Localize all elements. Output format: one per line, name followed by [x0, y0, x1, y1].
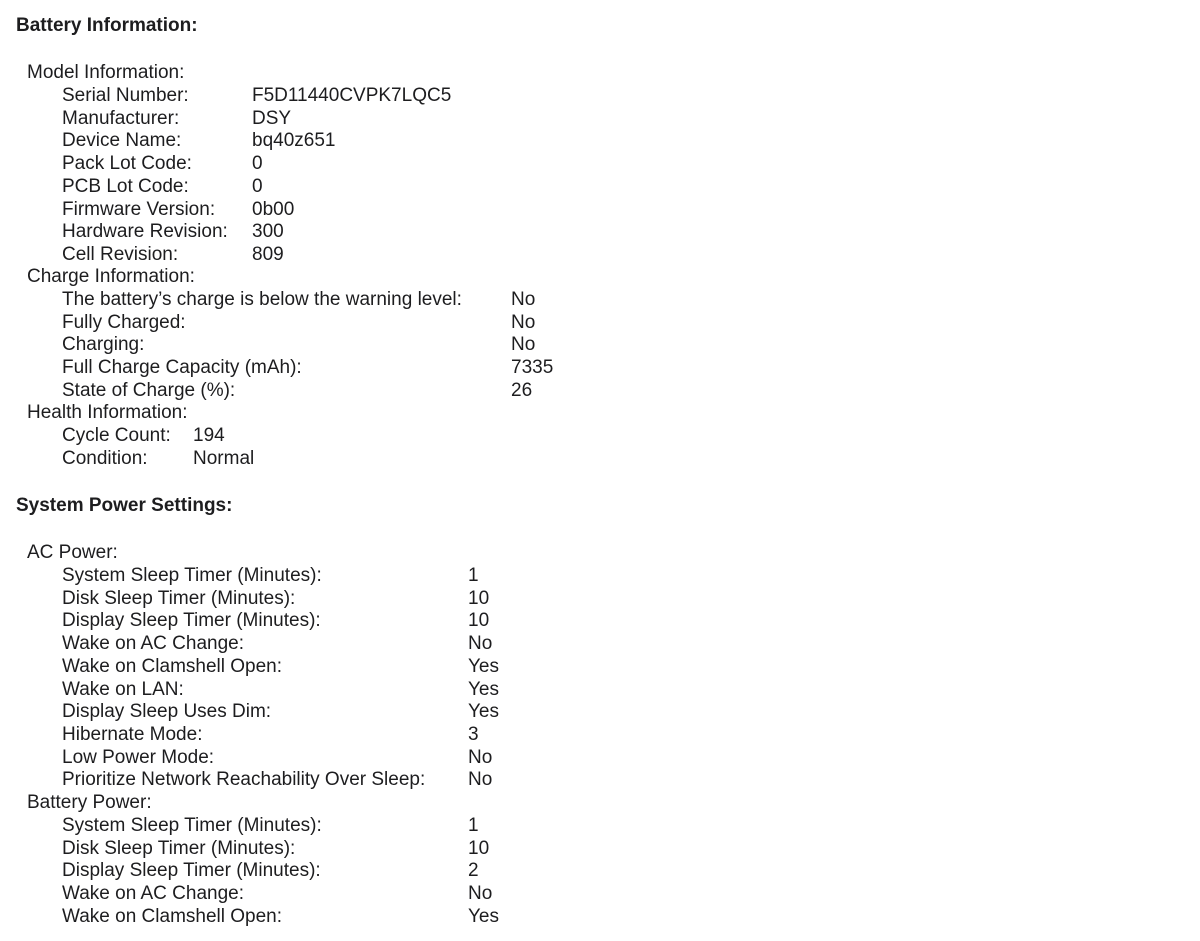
row-label: System Sleep Timer (Minutes):	[62, 815, 322, 836]
system-power-settings-heading: System Power Settings:	[16, 495, 233, 516]
row-label: Low Power Mode:	[62, 746, 215, 768]
row-label: Pack Lot Code:	[62, 153, 192, 175]
row-label: Wake on Clamshell Open:	[62, 655, 283, 677]
row-label: Condition:	[62, 447, 148, 469]
row-label: Display Sleep Timer (Minutes):	[62, 610, 321, 632]
row-label: Cycle Count:	[62, 425, 171, 446]
row-value: F5D11440CVPK7LQC5	[252, 85, 452, 106]
row-value: No	[511, 311, 536, 333]
row-value: 10	[468, 587, 490, 609]
row-value: No	[468, 746, 493, 768]
row-value: 1	[468, 815, 479, 836]
ac-power-heading: AC Power:	[27, 542, 118, 563]
row-label: Fully Charged:	[62, 311, 186, 333]
row-value: 0b00	[252, 198, 295, 220]
charge-information-heading: Charge Information:	[27, 266, 195, 287]
row-label: Wake on Clamshell Open:	[62, 905, 283, 927]
row-value: bq40z651	[252, 130, 336, 152]
row-label: Cell Revision:	[62, 243, 179, 265]
row-value: Yes	[468, 655, 499, 677]
row-value: 10	[468, 837, 490, 859]
row-value: Yes	[468, 701, 499, 723]
row-value: 0	[252, 153, 263, 175]
row-label: The battery’s charge is below the warning level:	[62, 289, 462, 310]
row-value: 10	[468, 610, 490, 632]
row-value: 26	[511, 379, 533, 401]
row-value: No	[511, 334, 536, 356]
row-label: Disk Sleep Timer (Minutes):	[62, 587, 296, 609]
row-label: Display Sleep Timer (Minutes):	[62, 860, 321, 882]
row-label: Device Name:	[62, 130, 182, 152]
row-value: 1	[468, 565, 479, 586]
row-value: 3	[468, 723, 479, 745]
row-value: Yes	[468, 678, 499, 700]
row-label: Serial Number:	[62, 85, 189, 106]
health-information-heading: Health Information:	[27, 402, 188, 423]
row-label: Display Sleep Uses Dim:	[62, 701, 272, 723]
row-label: Disk Sleep Timer (Minutes):	[62, 837, 296, 859]
row-label: Charging:	[62, 334, 145, 356]
row-value: 194	[193, 425, 225, 446]
row-label: System Sleep Timer (Minutes):	[62, 565, 322, 586]
row-label: Full Charge Capacity (mAh):	[62, 357, 302, 379]
row-label: Wake on AC Change:	[62, 633, 245, 655]
battery-information-heading: Battery Information:	[16, 15, 198, 36]
row-value: No	[468, 883, 493, 905]
row-label: PCB Lot Code:	[62, 175, 189, 197]
row-value: 7335	[511, 357, 554, 379]
row-label: Prioritize Network Reachability Over Sleep:	[62, 769, 426, 791]
row-value: Normal	[193, 447, 255, 469]
row-value: 300	[252, 221, 284, 243]
row-label: Firmware Version:	[62, 198, 216, 220]
row-value: No	[511, 289, 536, 310]
row-value: 809	[252, 243, 284, 265]
model-information-heading: Model Information:	[27, 62, 185, 83]
row-label: Hardware Revision:	[62, 221, 228, 243]
row-value: 0	[252, 175, 263, 197]
row-value: No	[468, 633, 493, 655]
row-value: Yes	[468, 905, 499, 927]
row-label: Wake on AC Change:	[62, 883, 245, 905]
row-label: Manufacturer:	[62, 107, 180, 129]
battery-power-heading: Battery Power:	[27, 792, 152, 813]
row-label: Hibernate Mode:	[62, 723, 203, 745]
row-label: Wake on LAN:	[62, 678, 184, 700]
row-label: State of Charge (%):	[62, 379, 236, 401]
row-value: DSY	[252, 107, 292, 129]
row-value: 2	[468, 860, 479, 882]
row-value: No	[468, 769, 493, 791]
